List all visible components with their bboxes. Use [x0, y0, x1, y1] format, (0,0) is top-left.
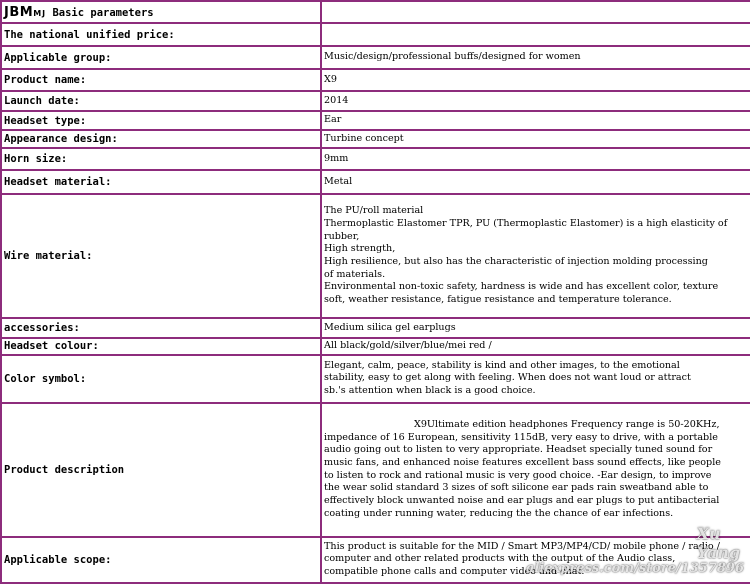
text-line: soft, weather resistance, fatigue resistance and temperature tolerance.: [324, 294, 672, 306]
table-row: [1, 69, 750, 91]
text-line: the wear solid standard 3 sizes of soft silicone ear pads rain sweatband able to: [324, 482, 709, 494]
table-row-color-symbol: [1, 355, 750, 403]
text-line: coating under running water, reducing the the chance of ear infections.: [324, 507, 674, 519]
table-row: [1, 170, 750, 194]
text-line: compatible phone calls and computer video and chat.: [324, 566, 585, 578]
row-label: Headset material:: [1, 170, 321, 194]
table-row: [1, 318, 750, 338]
row-label: The national unified price:: [1, 23, 321, 46]
row-value: X9: [321, 69, 750, 91]
text-line: of materials.: [324, 268, 386, 280]
text-line: music fans, and enhanced noise features excellent bass sound effects, like people: [324, 457, 721, 468]
table-row: [1, 148, 750, 170]
table-row: [1, 338, 750, 355]
table-row-description: [1, 403, 750, 537]
header-cell: [1, 1, 321, 23]
text-line: to listen to rock and rational music is very good choice. -Ear design, to improve: [324, 469, 712, 481]
header-title: Basic parameters: [52, 6, 154, 19]
row-value: Medium silica gel earplugs: [321, 318, 750, 338]
text-line: Environmental non-toxic safety, hardness is wide and has excellent color, texture: [324, 281, 719, 293]
header-empty-cell: [321, 1, 750, 23]
text-line: Elegant, calm, peace, stability is kind and other images, to the emotional: [324, 359, 680, 371]
row-label: Color symbol:: [1, 355, 321, 403]
text-line: effectively block unwanted noise and ear plugs and ear plugs to put antibacterial: [324, 495, 720, 507]
row-value: All black/gold/silver/blue/mei red /: [321, 338, 750, 355]
row-label: Headset colour:: [1, 338, 321, 355]
table-row: [1, 130, 750, 148]
text-line: High resilience, but also has the characteristic of injection molding processing: [324, 256, 708, 267]
wire-description: [321, 194, 750, 318]
color-symbol-text: [321, 355, 750, 403]
text-line: sb.'s attention when black is a good choice.: [324, 385, 536, 397]
row-value: Metal: [321, 170, 750, 194]
watermark-url: aliexpress.com/store/1357896: [526, 561, 744, 576]
text-line: computer and other related products with the output of the Audio class,: [324, 553, 676, 565]
row-label: Product name:: [1, 69, 321, 91]
text-line: This product is suitable for the MID / Smart MP3/MP4/CD/ mobile phone / radio /: [324, 540, 720, 552]
text-line: X9Ultimate edition headphones Frequency range is 50-20KHz,: [414, 418, 720, 430]
product-description-text: [321, 403, 750, 537]
text-line: Thermoplastic Elastomer TPR, PU (Thermoplastic Elastomer) is a high elasticity of: [324, 217, 728, 229]
text-line: The PU/roll material: [324, 205, 424, 217]
row-label: Product description: [1, 403, 321, 537]
text-line: audio going out to listen to very appropriate. Headset specially tuned sound for: [324, 444, 713, 456]
table-row: [1, 46, 750, 69]
table-row: [1, 23, 750, 46]
text-line: High strength,: [324, 243, 396, 255]
table-row: [1, 111, 750, 130]
row-label: Applicable scope:: [1, 537, 321, 583]
brand-logo: JBMMJ: [4, 4, 47, 20]
row-label: Launch date:: [1, 91, 321, 111]
row-label: Horn size:: [1, 148, 321, 170]
table-row-wire: [1, 194, 750, 318]
row-value: Turbine concept: [321, 130, 750, 148]
table-header-row: [1, 1, 750, 23]
watermark-name: Xu Yang: [696, 524, 741, 562]
row-value: Ear: [321, 111, 750, 130]
row-value: [321, 23, 750, 46]
row-label: Appearance design:: [1, 130, 321, 148]
table-row: [1, 91, 750, 111]
row-label: Applicable group:: [1, 46, 321, 69]
text-line: impedance of 16 European, sensitivity 115dB, very easy to drive, with a portable: [324, 431, 718, 443]
row-label: accessories:: [1, 318, 321, 338]
row-value: 9mm: [321, 148, 750, 170]
row-value: Music/design/professional buffs/designed for women: [321, 46, 750, 69]
row-label: Wire material:: [1, 194, 321, 318]
row-value: 2014: [321, 91, 750, 111]
text-line: stability, easy to get along with feeling. When does not want loud or attract: [324, 372, 691, 384]
row-label: Headset type:: [1, 111, 321, 130]
text-line: rubber,: [324, 230, 360, 242]
